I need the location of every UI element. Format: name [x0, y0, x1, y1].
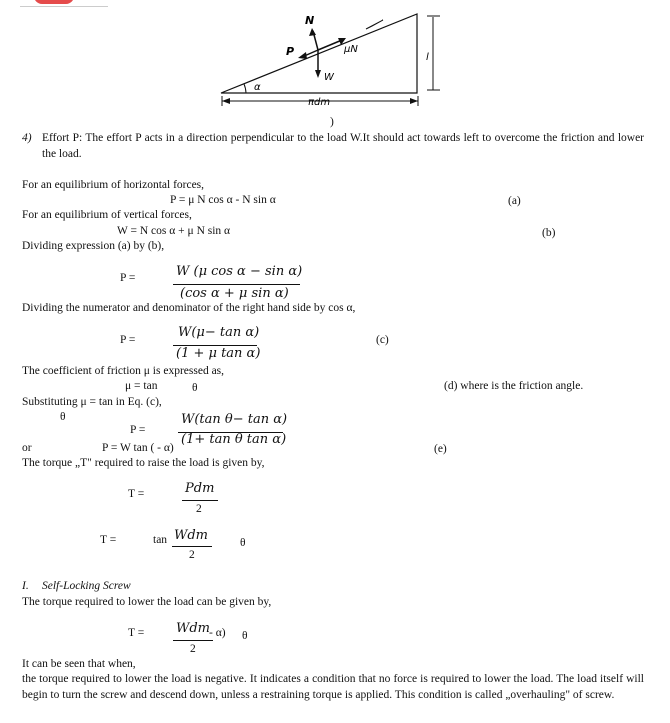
label-l: l — [426, 52, 429, 63]
t-lhs-1: T = — [128, 488, 145, 500]
vert-intro: For an equilibrium of vertical forces, — [22, 209, 192, 221]
eq-tag-d: (d) where is the friction angle. — [444, 380, 584, 392]
fraction-1-bar — [173, 284, 300, 285]
fraction-5-denominator: 2 — [189, 549, 195, 561]
fraction-6-denominator: 2 — [190, 643, 196, 655]
or-word: or — [22, 442, 32, 454]
or-equation: P = W tan ( - α) — [102, 442, 174, 454]
fraction-1-numerator: W (μ cos α − sin α) — [176, 264, 303, 279]
coef-equation: μ = tan — [125, 380, 158, 392]
screw-incline-diagram — [0, 0, 670, 120]
label-mun: μN — [344, 44, 358, 55]
torque-raise-intro: The torque „T" required to raise the load is given by, — [22, 457, 265, 469]
torque-lower-theta: θ — [242, 630, 248, 642]
fraction-3-numerator: W(tan θ− tan α) — [181, 412, 288, 427]
torque2-tan: tan — [153, 534, 168, 546]
eq-tag-c: (c) — [376, 334, 389, 346]
horiz-equation: P = μ N cos α - N sin α — [170, 194, 276, 206]
fraction-4-denominator: 2 — [196, 503, 202, 515]
coef-theta: θ — [192, 382, 198, 394]
fraction-4-numerator: Pdm — [185, 481, 215, 496]
divide2-intro: Dividing the numerator and denominator of the right hand side by cos α, — [22, 302, 356, 314]
eq-tag-a: (a) — [508, 195, 521, 207]
divide-intro: Dividing expression (a) by (b), — [22, 240, 165, 252]
coef-intro: The coefficient of friction μ is expressed as, — [22, 365, 225, 377]
subst-intro: Substituting μ = tan in Eq. (c), — [22, 396, 162, 408]
fraction-1-denominator: (cos α + μ sin α) — [180, 286, 289, 301]
fraction-2-numerator: W(μ− tan α) — [178, 325, 260, 340]
p-lhs-2: P = — [120, 334, 136, 346]
section-intro: The torque required to lower the load can be given by, — [22, 596, 272, 608]
fraction-5-numerator: Wdm — [174, 528, 209, 543]
fraction-3-denominator: (1+ tan θ tan α) — [181, 432, 287, 447]
t-lhs-2: T = — [100, 534, 117, 546]
stray-paren: ) — [330, 116, 334, 128]
label-w: W — [324, 72, 334, 83]
fraction-6-bar — [173, 640, 213, 641]
fraction-6-numerator: Wdm — [176, 621, 211, 636]
horiz-intro: For an equilibrium of horizontal forces, — [22, 179, 205, 191]
subst-theta: θ — [60, 411, 66, 423]
slider-marker — [366, 20, 383, 29]
fraction-5-bar — [172, 546, 212, 547]
item-number: 4) — [22, 132, 32, 144]
fraction-4-bar — [182, 500, 218, 501]
label-n: N — [305, 14, 315, 27]
eq-tag-e: (e) — [434, 443, 447, 455]
label-alpha: α — [254, 82, 261, 93]
label-p: P — [286, 45, 295, 58]
fraction-2-denominator: (1 + μ tan α) — [176, 346, 261, 361]
closing-paragraph: the torque required to lower the load is negative. It indicates a condition that no force is required to lower the load. The load itself will begin to turn the screw and descend down, unless a restraining torque is applied. This condition is called „overhauling" of screw. — [22, 673, 644, 701]
p-lhs-3: P = — [130, 424, 146, 436]
incline-triangle — [221, 14, 417, 93]
vert-equation: W = N cos α + μ N sin α — [117, 225, 231, 237]
closing-line-1: It can be seen that when, — [22, 658, 136, 670]
p-lhs-1: P = — [120, 272, 136, 284]
item-4-text: Effort P: The effort P acts in a direction perpendicular to the load W.It should act towards left to overcome the friction and lower the load. — [42, 132, 644, 160]
section-title: Self-Locking Screw — [42, 580, 131, 592]
label-pidm: πdm — [308, 97, 331, 108]
alpha-arc — [244, 84, 246, 93]
t-lhs-3: T = — [128, 627, 145, 639]
torque2-theta: θ — [240, 537, 246, 549]
eq-tag-b: (b) — [542, 227, 556, 239]
section-number: I. — [22, 580, 29, 592]
fraction-6-tail: - α) — [209, 627, 226, 639]
